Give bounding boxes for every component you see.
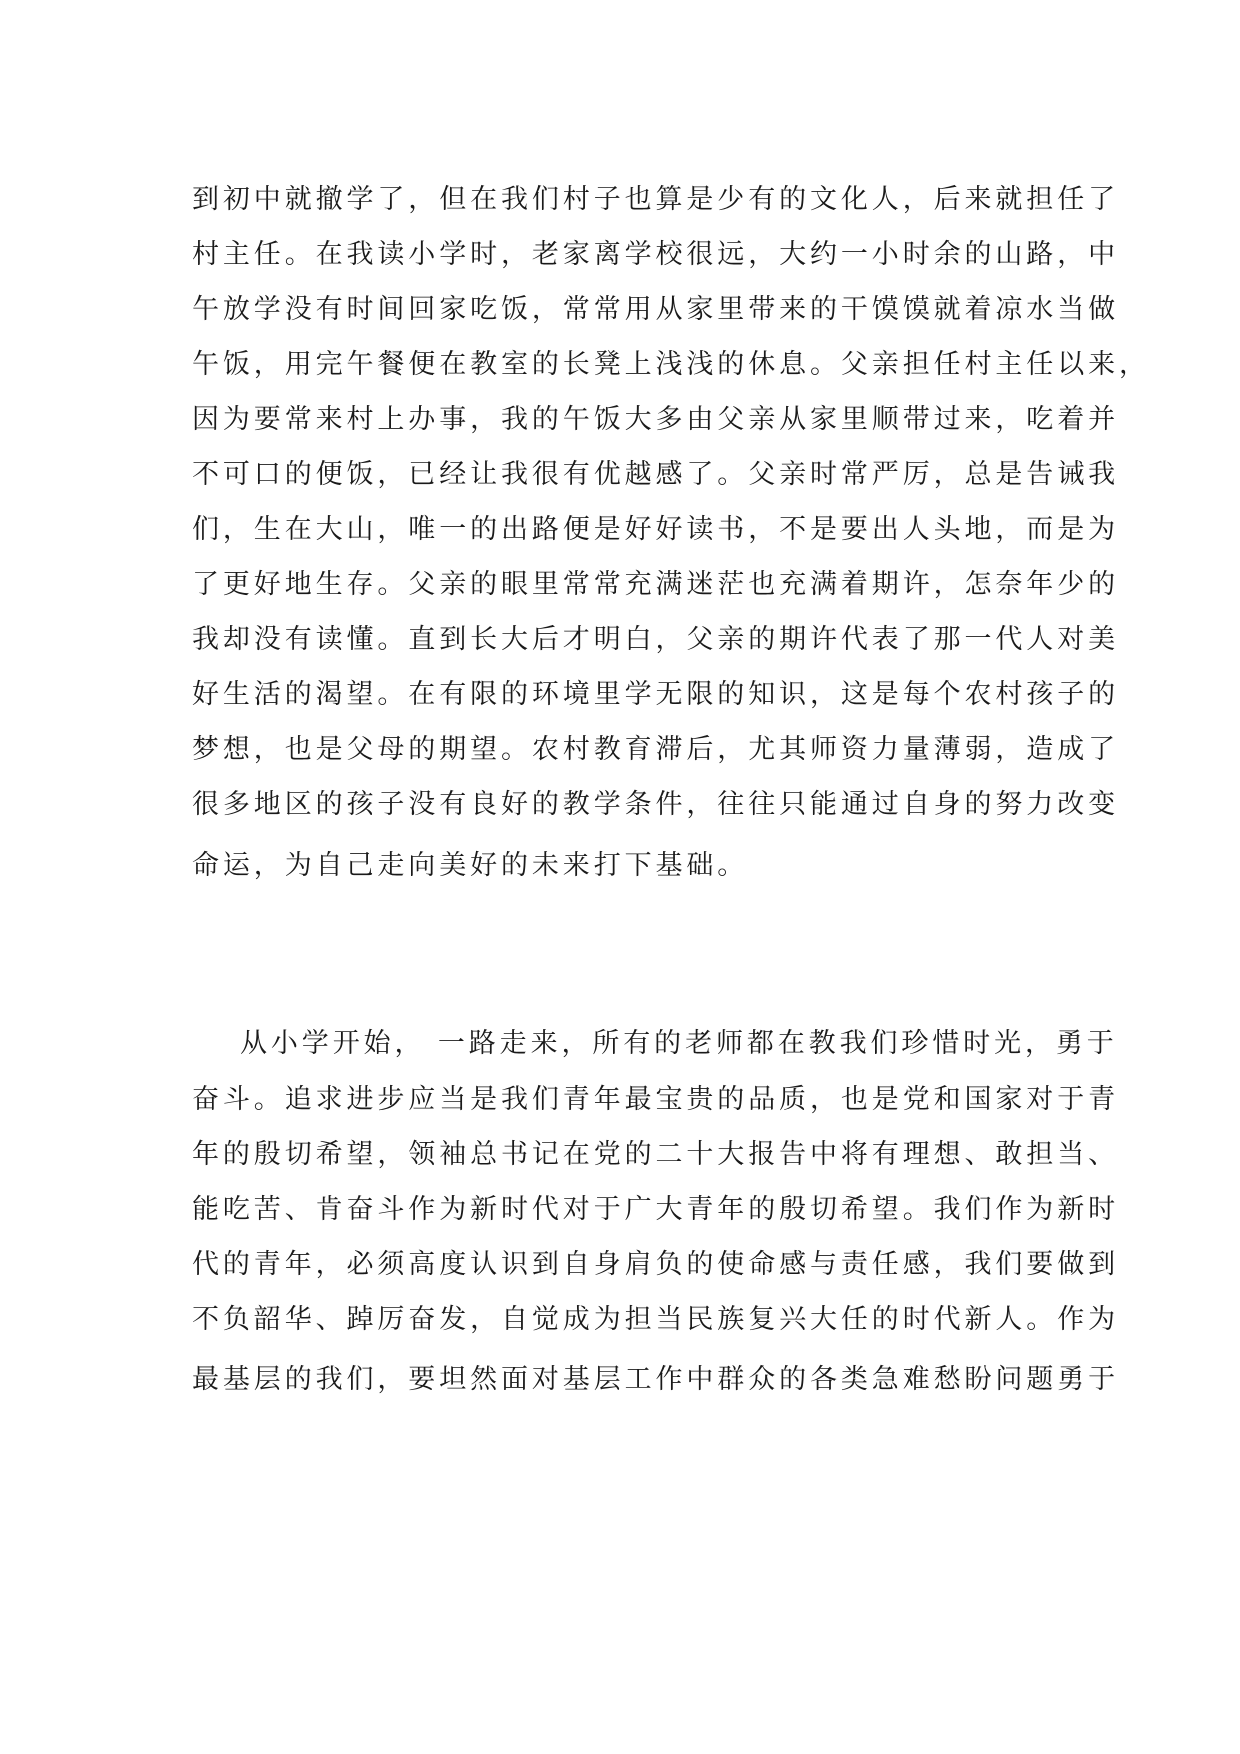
- text-line: 命运，为自己走向美好的未来打下基础。: [192, 850, 749, 881]
- text-line: 梦想，也是父母的期望。农村教育滞后，尤其师资力量薄弱，造成了: [192, 734, 1119, 765]
- text-line: 不可口的便饭，已经让我很有优越感了。父亲时常严厉，总是告诫我: [192, 459, 1119, 490]
- text-line: 很多地区的孩子没有良好的教学条件，往往只能通过自身的努力改变: [192, 789, 1119, 820]
- text-line: 好生活的渴望。在有限的环境里学无限的知识，这是每个农村孩子的: [192, 679, 1119, 710]
- text-line: 能吃苦、肯奋斗作为新时代对于广大青年的殷切希望。我们作为新时: [192, 1194, 1119, 1225]
- text-line: 不负韶华、踔厉奋发，自觉成为担当民族复兴大任的时代新人。作为: [192, 1304, 1119, 1335]
- text-line: 年的殷切希望，领袖总书记在党的二十大报告中将有理想、敢担当、: [192, 1139, 1119, 1170]
- text-line: 到初中就撤学了，但在我们村子也算是少有的文化人，后来就担任了: [192, 184, 1119, 215]
- text-line: 因为要常来村上办事，我的午饭大多由父亲从家里顺带过来，吃着并: [192, 404, 1119, 435]
- text-line: 奋斗。追求进步应当是我们青年最宝贵的品质，也是党和国家对于青: [192, 1084, 1119, 1115]
- text-line: 午饭，用完午餐便在教室的长凳上浅浅的休息。父亲担任村主任以来，: [192, 349, 1150, 380]
- text-line: 最基层的我们，要坦然面对基层工作中群众的各类急难愁盼问题勇于: [192, 1364, 1119, 1395]
- text-line: 我却没有读懂。直到长大后才明白，父亲的期许代表了那一代人对美: [192, 624, 1119, 655]
- text-line: 了更好地生存。父亲的眼里常常充满迷茫也充满着期许，怎奈年少的: [192, 569, 1119, 600]
- text-line: 们，生在大山，唯一的出路便是好好读书，不是要出人头地，而是为: [192, 514, 1119, 545]
- text-line: 村主任。在我读小学时，老家离学校很远，大约一小时余的山路，中: [192, 239, 1119, 270]
- text-line: 代的青年，必须高度认识到自身肩负的使命感与责任感，我们要做到: [192, 1249, 1119, 1280]
- text-line: 午放学没有时间回家吃饭，常常用从家里带来的干馍馍就着凉水当做: [192, 294, 1119, 325]
- text-line: 从小学开始， 一路走来，所有的老师都在教我们珍惜时光，勇于: [240, 1028, 1118, 1059]
